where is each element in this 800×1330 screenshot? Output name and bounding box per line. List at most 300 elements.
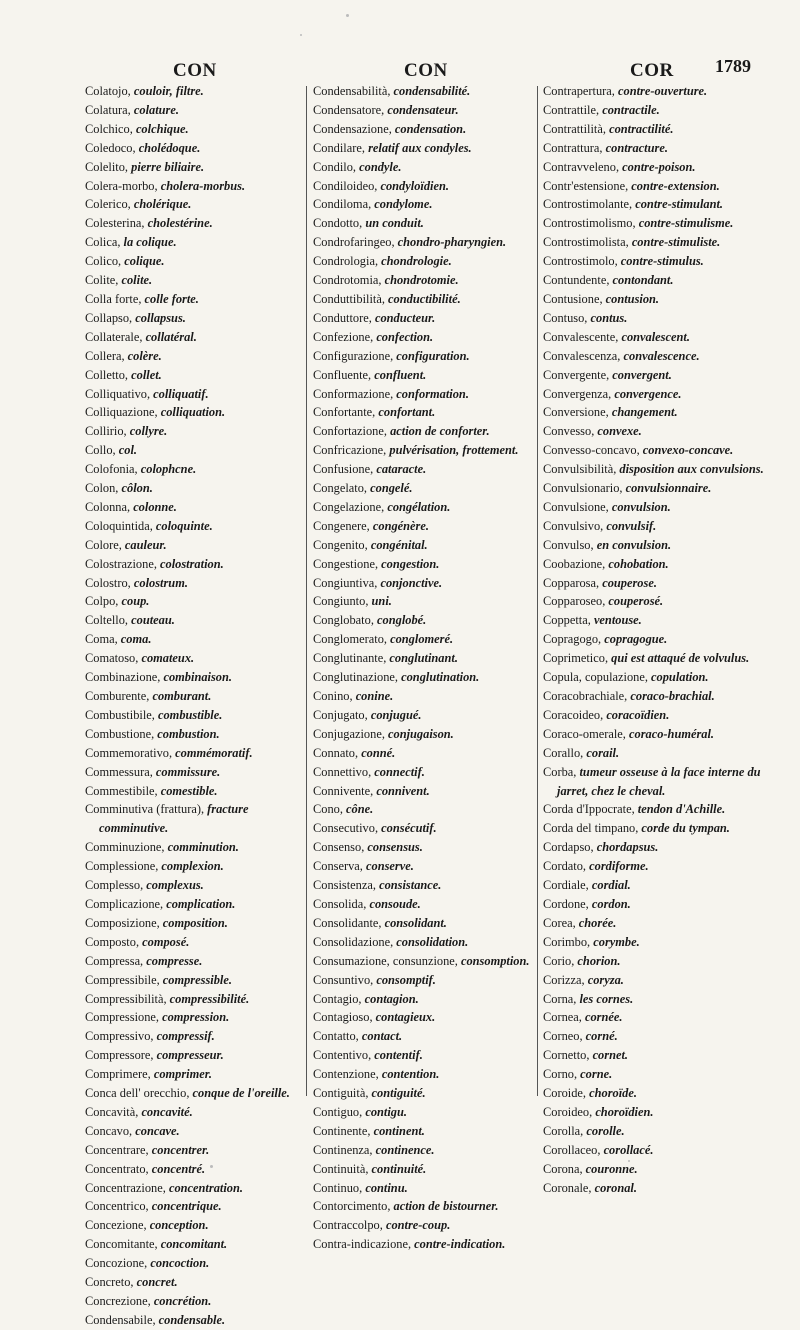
dictionary-entry bbox=[543, 725, 765, 744]
dictionary-entry bbox=[85, 706, 313, 725]
entry-translation: conné. bbox=[361, 745, 396, 760]
entry-translation: comateux. bbox=[141, 651, 195, 666]
dictionary-entry bbox=[85, 1141, 313, 1160]
dictionary-entry bbox=[313, 1046, 535, 1065]
dictionary-entry bbox=[313, 952, 535, 971]
entry-translation: compresse. bbox=[146, 953, 203, 968]
entry-headword: Consenso, bbox=[313, 840, 368, 855]
entry-translation: contre-ouverture. bbox=[618, 84, 708, 98]
entry-headword: Colostro, bbox=[85, 575, 134, 590]
dictionary-entry bbox=[85, 177, 313, 196]
dictionary-entry bbox=[85, 990, 313, 1009]
dictionary-entry bbox=[543, 952, 765, 971]
entry-translation: compresseur. bbox=[156, 1048, 224, 1063]
entry-translation: contre-stimulant. bbox=[635, 197, 724, 212]
dictionary-entry bbox=[543, 1141, 765, 1160]
dictionary-entry bbox=[85, 309, 313, 328]
entry-translation: concentrique. bbox=[151, 1199, 222, 1214]
dictionary-entry bbox=[85, 1122, 313, 1141]
dictionary-entry bbox=[85, 1103, 313, 1122]
entry-headword: Consistenza, bbox=[313, 878, 380, 893]
dictionary-entry bbox=[313, 366, 535, 385]
entry-translation: coronal. bbox=[594, 1180, 637, 1195]
dictionary-entry bbox=[543, 1103, 765, 1122]
entry-translation: couronne. bbox=[585, 1161, 638, 1176]
dictionary-entry bbox=[313, 517, 535, 536]
entry-headword: Comminutiva (frattura), bbox=[85, 802, 208, 817]
dictionary-entry bbox=[85, 574, 313, 593]
entry-translation: collatéral. bbox=[145, 329, 197, 344]
dictionary-entry bbox=[313, 1027, 535, 1046]
entry-headword: Contiguo, bbox=[313, 1104, 366, 1119]
dictionary-entry bbox=[85, 441, 313, 460]
entry-headword: Confluente, bbox=[313, 367, 375, 382]
dictionary-entry bbox=[543, 933, 765, 952]
dictionary-entry bbox=[85, 592, 313, 611]
entry-headword: Consolidante, bbox=[313, 915, 385, 930]
dictionary-entry bbox=[313, 744, 535, 763]
dictionary-entry bbox=[85, 1216, 313, 1235]
entry-headword: Copparosa, bbox=[543, 575, 603, 590]
entry-translation: cône. bbox=[346, 802, 374, 817]
entry-translation: connivent. bbox=[376, 783, 430, 798]
entry-translation: congénère. bbox=[372, 518, 429, 533]
entry-headword: Contravveleno, bbox=[543, 159, 623, 174]
entry-translation: contre-extension. bbox=[631, 178, 720, 193]
entry-translation: cordial. bbox=[591, 878, 631, 893]
entry-translation: complexus. bbox=[146, 878, 204, 893]
entry-translation: tendon d'Achille. bbox=[637, 802, 726, 817]
dictionary-entry bbox=[313, 195, 535, 214]
entry-translation: contigu. bbox=[365, 1104, 407, 1119]
dictionary-entry bbox=[85, 82, 313, 101]
dictionary-entry bbox=[85, 1084, 313, 1103]
dictionary-entry bbox=[85, 782, 313, 801]
entry-column-middle bbox=[313, 82, 535, 1254]
dictionary-entry bbox=[85, 668, 313, 687]
dictionary-entry bbox=[543, 536, 765, 555]
entry-translation: concentration. bbox=[168, 1180, 243, 1195]
entry-headword: Cornetto, bbox=[543, 1048, 593, 1063]
dictionary-entry bbox=[85, 403, 313, 422]
entry-headword: Corollaceo, bbox=[543, 1142, 604, 1157]
entry-headword: Condilare, bbox=[313, 140, 369, 155]
dictionary-entry bbox=[313, 933, 535, 952]
entry-headword: Consolidazione, bbox=[313, 934, 397, 949]
dictionary-entry bbox=[85, 195, 313, 214]
entry-headword: Colore, bbox=[85, 537, 125, 552]
dictionary-entry bbox=[543, 82, 765, 101]
entry-headword: Compressibile, bbox=[85, 972, 163, 987]
dictionary-entry bbox=[313, 139, 535, 158]
entry-headword: Contuso, bbox=[543, 310, 591, 325]
entry-headword: Concentrico, bbox=[85, 1199, 152, 1214]
entry-headword: Collaterale, bbox=[85, 329, 146, 344]
dictionary-entry bbox=[313, 422, 535, 441]
entry-headword: Combustibile, bbox=[85, 707, 158, 722]
entry-translation: comminution. bbox=[167, 840, 239, 855]
entry-headword: Concavità, bbox=[85, 1104, 142, 1119]
entry-headword: Comminuzione, bbox=[85, 840, 168, 855]
dictionary-entry bbox=[85, 347, 313, 366]
entry-translation: chorée. bbox=[578, 915, 617, 930]
entry-translation: condyle. bbox=[359, 159, 402, 174]
guide-word-right: COR bbox=[630, 60, 674, 81]
entry-translation: col. bbox=[118, 443, 137, 458]
entry-headword: Connettivo, bbox=[313, 764, 375, 779]
entry-translation: corail. bbox=[586, 745, 620, 760]
dictionary-entry bbox=[543, 876, 765, 895]
dictionary-entry bbox=[85, 536, 313, 555]
entry-headword: Confezione, bbox=[313, 329, 377, 344]
entry-translation: colite. bbox=[121, 273, 153, 288]
dictionary-entry bbox=[85, 555, 313, 574]
entry-translation: cordiforme. bbox=[589, 859, 649, 874]
entry-translation: cholérique. bbox=[133, 197, 192, 212]
entry-translation: contre-coup. bbox=[385, 1218, 451, 1233]
entry-translation: colliquation. bbox=[160, 405, 226, 420]
entry-translation: couteau. bbox=[131, 613, 175, 628]
page-number: 1789 bbox=[715, 56, 751, 76]
entry-translation: uni. bbox=[371, 594, 392, 609]
entry-headword: Coltello, bbox=[85, 613, 132, 628]
entry-headword: Conglobato, bbox=[313, 613, 378, 628]
entry-translation: concave. bbox=[135, 1123, 180, 1138]
dictionary-entry bbox=[313, 800, 535, 819]
entry-headword: Concrezione, bbox=[85, 1294, 154, 1308]
entry-translation: concoction. bbox=[150, 1256, 210, 1271]
entry-translation: chorion. bbox=[577, 953, 621, 968]
entry-headword: Congiunto, bbox=[313, 594, 372, 609]
entry-translation: contractile. bbox=[602, 102, 660, 117]
dictionary-entry bbox=[85, 158, 313, 177]
entry-headword: Coobazione, bbox=[543, 556, 609, 571]
dictionary-entry bbox=[313, 1008, 535, 1027]
entry-translation: condylome. bbox=[374, 197, 433, 212]
entry-headword: Condotto, bbox=[313, 216, 366, 231]
dictionary-entry bbox=[543, 819, 765, 838]
entry-headword: Consumazione, consunzione, bbox=[313, 953, 461, 968]
entry-translation: action de conforter. bbox=[390, 424, 490, 439]
entry-translation: copragogue. bbox=[604, 632, 668, 647]
dictionary-entry bbox=[313, 592, 535, 611]
entry-headword: Colatura, bbox=[85, 102, 134, 117]
entry-translation: colophcne. bbox=[140, 462, 197, 477]
entry-headword: Coroide, bbox=[543, 1086, 590, 1101]
paper-speck bbox=[628, 1160, 630, 1162]
entry-headword: Contrapertura, bbox=[543, 84, 619, 98]
entry-translation: condensation. bbox=[394, 121, 467, 136]
entry-headword: Commemorativo, bbox=[85, 745, 176, 760]
dictionary-entry bbox=[543, 744, 765, 763]
entry-headword: Composto, bbox=[85, 934, 143, 949]
dictionary-entry bbox=[85, 744, 313, 763]
dictionary-entry bbox=[313, 895, 535, 914]
entry-headword: Colelito, bbox=[85, 159, 132, 174]
dictionary-entry bbox=[85, 1008, 313, 1027]
entry-translation: consécutif. bbox=[381, 821, 437, 836]
dictionary-entry bbox=[313, 876, 535, 895]
entry-headword: Corolla, bbox=[543, 1123, 587, 1138]
dictionary-entry bbox=[313, 158, 535, 177]
dictionary-entry bbox=[313, 82, 535, 101]
entry-headword: Complessione, bbox=[85, 859, 162, 874]
entry-headword: Concentrazione, bbox=[85, 1180, 169, 1195]
entry-translation: corné. bbox=[585, 1029, 618, 1044]
dictionary-entry bbox=[313, 819, 535, 838]
entry-translation: contact. bbox=[361, 1029, 403, 1044]
dictionary-entry bbox=[313, 214, 535, 233]
dictionary-entry bbox=[543, 611, 765, 630]
entry-translation: cohobation. bbox=[608, 556, 669, 571]
dictionary-entry bbox=[313, 536, 535, 555]
entry-translation: combustible. bbox=[157, 707, 223, 722]
dictionary-entry bbox=[313, 574, 535, 593]
entry-translation: convexo-concave. bbox=[642, 443, 734, 458]
entry-headword: Continente, bbox=[313, 1123, 374, 1138]
entry-headword: Conduttibilità, bbox=[313, 291, 389, 306]
entry-headword: Contrattura, bbox=[543, 140, 606, 155]
entry-translation: confluent. bbox=[374, 367, 427, 382]
entry-headword: Condrologia, bbox=[313, 254, 382, 269]
dictionary-entry bbox=[543, 233, 765, 252]
dictionary-entry bbox=[85, 385, 313, 404]
entry-translation: contre-stimulus. bbox=[620, 254, 704, 269]
dictionary-entry bbox=[313, 309, 535, 328]
entry-headword: Conformazione, bbox=[313, 386, 397, 401]
dictionary-entry bbox=[85, 460, 313, 479]
entry-headword: Compressa, bbox=[85, 953, 147, 968]
entry-headword: Convergenza, bbox=[543, 386, 615, 401]
entry-translation: collapsus. bbox=[135, 310, 186, 325]
entry-translation: consensus. bbox=[367, 840, 423, 855]
entry-translation: contentif. bbox=[374, 1048, 423, 1063]
entry-translation: commémoratif. bbox=[175, 745, 253, 760]
entry-translation: consolidation. bbox=[396, 934, 469, 949]
entry-headword: Conversione, bbox=[543, 405, 612, 420]
entry-translation: convulsionnaire. bbox=[625, 481, 712, 496]
guide-word-center: CON bbox=[404, 60, 448, 81]
dictionary-entry bbox=[543, 838, 765, 857]
dictionary-entry bbox=[85, 271, 313, 290]
dictionary-entry bbox=[543, 971, 765, 990]
entry-translation: corolle. bbox=[586, 1123, 625, 1138]
dictionary-entry bbox=[543, 195, 765, 214]
dictionary-entry bbox=[313, 1141, 535, 1160]
entry-headword: Convulsionario, bbox=[543, 481, 626, 496]
entry-translation: convexe. bbox=[597, 424, 642, 439]
dictionary-entry bbox=[543, 214, 765, 233]
entry-translation: compressibilité. bbox=[169, 991, 250, 1006]
dictionary-entry bbox=[313, 347, 535, 366]
entry-headword: Conglutinazione, bbox=[313, 670, 402, 685]
dictionary-entry bbox=[543, 498, 765, 517]
entry-translation: colère. bbox=[127, 348, 162, 363]
dictionary-entry bbox=[543, 574, 765, 593]
entry-headword: Comprimere, bbox=[85, 1067, 154, 1082]
entry-headword: Commestibile, bbox=[85, 783, 161, 798]
entry-headword: Consecutivo, bbox=[313, 821, 382, 836]
entry-headword: Corimbo, bbox=[543, 934, 594, 949]
entry-headword: Convesso-concavo, bbox=[543, 443, 643, 458]
entry-headword: Compressore, bbox=[85, 1048, 157, 1063]
entry-headword: Contatto, bbox=[313, 1029, 362, 1044]
entry-translation: coryza. bbox=[587, 972, 624, 987]
dictionary-entry bbox=[85, 914, 313, 933]
entry-translation: composition. bbox=[162, 915, 228, 930]
entry-headword: Convalescenza, bbox=[543, 348, 624, 363]
entry-headword: Concentrato, bbox=[85, 1161, 152, 1176]
entry-translation: concret. bbox=[136, 1275, 178, 1290]
entry-translation: combustion. bbox=[157, 726, 220, 741]
entry-headword: Colerico, bbox=[85, 197, 134, 212]
entry-headword: Conca dell' orecchio, bbox=[85, 1086, 193, 1101]
entry-headword: Convalescente, bbox=[543, 329, 622, 344]
entry-headword: Connivente, bbox=[313, 783, 377, 798]
entry-headword: Congenere, bbox=[313, 518, 373, 533]
entry-translation: concrétion. bbox=[153, 1294, 212, 1308]
dictionary-entry bbox=[85, 479, 313, 498]
entry-headword: Conino, bbox=[313, 689, 356, 703]
dictionary-entry bbox=[85, 876, 313, 895]
entry-headword: Controstimolismo, bbox=[543, 216, 639, 231]
entry-headword: Colliquativo, bbox=[85, 386, 154, 401]
dictionary-entry bbox=[543, 895, 765, 914]
entry-translation: condensateur. bbox=[387, 102, 459, 117]
dictionary-entry bbox=[543, 290, 765, 309]
dictionary-entry bbox=[85, 1065, 313, 1084]
entry-translation: contagieux. bbox=[375, 1010, 436, 1025]
entry-headword: Complesso, bbox=[85, 878, 147, 893]
entry-translation: compressible. bbox=[162, 972, 232, 987]
entry-headword: Collapso, bbox=[85, 310, 136, 325]
dictionary-entry bbox=[85, 971, 313, 990]
dictionary-entry bbox=[85, 763, 313, 782]
dictionary-entry bbox=[85, 328, 313, 347]
entry-translation: coloquinte. bbox=[155, 518, 213, 533]
dictionary-entry bbox=[85, 611, 313, 630]
entry-headword: Contrattilità, bbox=[543, 121, 610, 136]
entry-headword: Controstimolante, bbox=[543, 197, 636, 212]
dictionary-entry bbox=[85, 838, 313, 857]
entry-headword: Cordato, bbox=[543, 859, 590, 874]
dictionary-entry bbox=[543, 385, 765, 404]
entry-translation: colostration. bbox=[160, 556, 224, 571]
dictionary-entry bbox=[543, 990, 765, 1009]
entry-translation: continent. bbox=[373, 1123, 425, 1138]
entry-headword: Condensazione, bbox=[313, 121, 395, 136]
entry-headword: Compressione, bbox=[85, 1010, 163, 1025]
entry-translation: comestible. bbox=[160, 783, 218, 798]
dictionary-entry bbox=[313, 479, 535, 498]
entry-headword: Collera, bbox=[85, 348, 128, 363]
entry-headword: Configurazione, bbox=[313, 348, 397, 363]
dictionary-entry bbox=[85, 1254, 313, 1273]
entry-headword: Concreto, bbox=[85, 1275, 137, 1290]
dictionary-entry bbox=[313, 1197, 535, 1216]
entry-headword: Comatoso, bbox=[85, 651, 142, 666]
entry-headword: Contorcimento, bbox=[313, 1199, 394, 1214]
entry-translation: congelé. bbox=[370, 481, 413, 496]
entry-translation: les cornes. bbox=[579, 991, 634, 1006]
entry-translation: chondrotomie. bbox=[384, 273, 459, 288]
entry-headword: Coroideo, bbox=[543, 1104, 596, 1119]
entry-headword: Contagio, bbox=[313, 991, 365, 1006]
dictionary-entry bbox=[85, 139, 313, 158]
entry-headword: Coppetta, bbox=[543, 613, 594, 628]
entry-translation: coracoïdien. bbox=[606, 707, 670, 722]
dictionary-entry bbox=[543, 630, 765, 649]
dictionary-entry bbox=[313, 385, 535, 404]
entry-translation: coup. bbox=[121, 594, 150, 609]
dictionary-entry bbox=[85, 687, 313, 706]
entry-headword: Condensabile, bbox=[85, 1312, 159, 1327]
dictionary-entry bbox=[85, 1027, 313, 1046]
dictionary-entry bbox=[85, 649, 313, 668]
entry-translation: conception. bbox=[149, 1218, 209, 1233]
dictionary-entry bbox=[313, 611, 535, 630]
dictionary-entry bbox=[543, 120, 765, 139]
dictionary-entry bbox=[85, 1179, 313, 1198]
entry-headword: Concozione, bbox=[85, 1256, 151, 1271]
dictionary-entry bbox=[543, 479, 765, 498]
dictionary-entry bbox=[543, 158, 765, 177]
dictionary-entry bbox=[543, 366, 765, 385]
entry-column-left bbox=[85, 82, 313, 1330]
entry-headword: Coma, bbox=[85, 632, 121, 647]
entry-headword: Corneo, bbox=[543, 1029, 586, 1044]
dictionary-entry bbox=[85, 1311, 313, 1330]
entry-translation: consolidant. bbox=[384, 915, 447, 930]
entry-translation: cornée. bbox=[584, 1010, 623, 1025]
dictionary-entry bbox=[85, 1273, 313, 1292]
paper-speck bbox=[300, 34, 302, 36]
dictionary-entry bbox=[543, 800, 765, 819]
entry-headword: Comburente, bbox=[85, 689, 153, 703]
dictionary-entry bbox=[543, 1179, 765, 1198]
entry-headword: Convulso, bbox=[543, 537, 597, 552]
dictionary-entry bbox=[313, 1235, 535, 1254]
entry-headword: Complicazione, bbox=[85, 896, 167, 911]
entry-translation: copulation. bbox=[651, 670, 709, 685]
dictionary-entry bbox=[543, 668, 765, 687]
dictionary-entry bbox=[85, 1197, 313, 1216]
entry-headword: Colite, bbox=[85, 273, 122, 288]
dictionary-entry bbox=[543, 914, 765, 933]
dictionary-entry bbox=[543, 1027, 765, 1046]
dictionary-entry bbox=[313, 706, 535, 725]
dictionary-entry bbox=[313, 1084, 535, 1103]
entry-headword: Conjugazione, bbox=[313, 726, 389, 741]
entry-translation: convalescence. bbox=[623, 348, 700, 363]
dictionary-entry bbox=[543, 441, 765, 460]
dictionary-entry bbox=[85, 498, 313, 517]
entry-translation: compression. bbox=[162, 1010, 230, 1025]
entry-translation: conglutination. bbox=[401, 670, 480, 685]
entry-translation: couperose. bbox=[602, 575, 657, 590]
entry-headword: Conglomerato, bbox=[313, 632, 391, 647]
entry-translation: contagion. bbox=[364, 991, 419, 1006]
entry-headword: Colchico, bbox=[85, 121, 136, 136]
entry-headword: Conjugato, bbox=[313, 707, 371, 722]
entry-translation: continence. bbox=[375, 1142, 435, 1157]
entry-headword: Corio, bbox=[543, 953, 578, 968]
entry-headword: Congestione, bbox=[313, 556, 382, 571]
entry-translation: concentré. bbox=[151, 1161, 206, 1176]
entry-headword: Corna, bbox=[543, 991, 580, 1006]
entry-headword: Conduttore, bbox=[313, 310, 375, 325]
dictionary-entry bbox=[313, 971, 535, 990]
